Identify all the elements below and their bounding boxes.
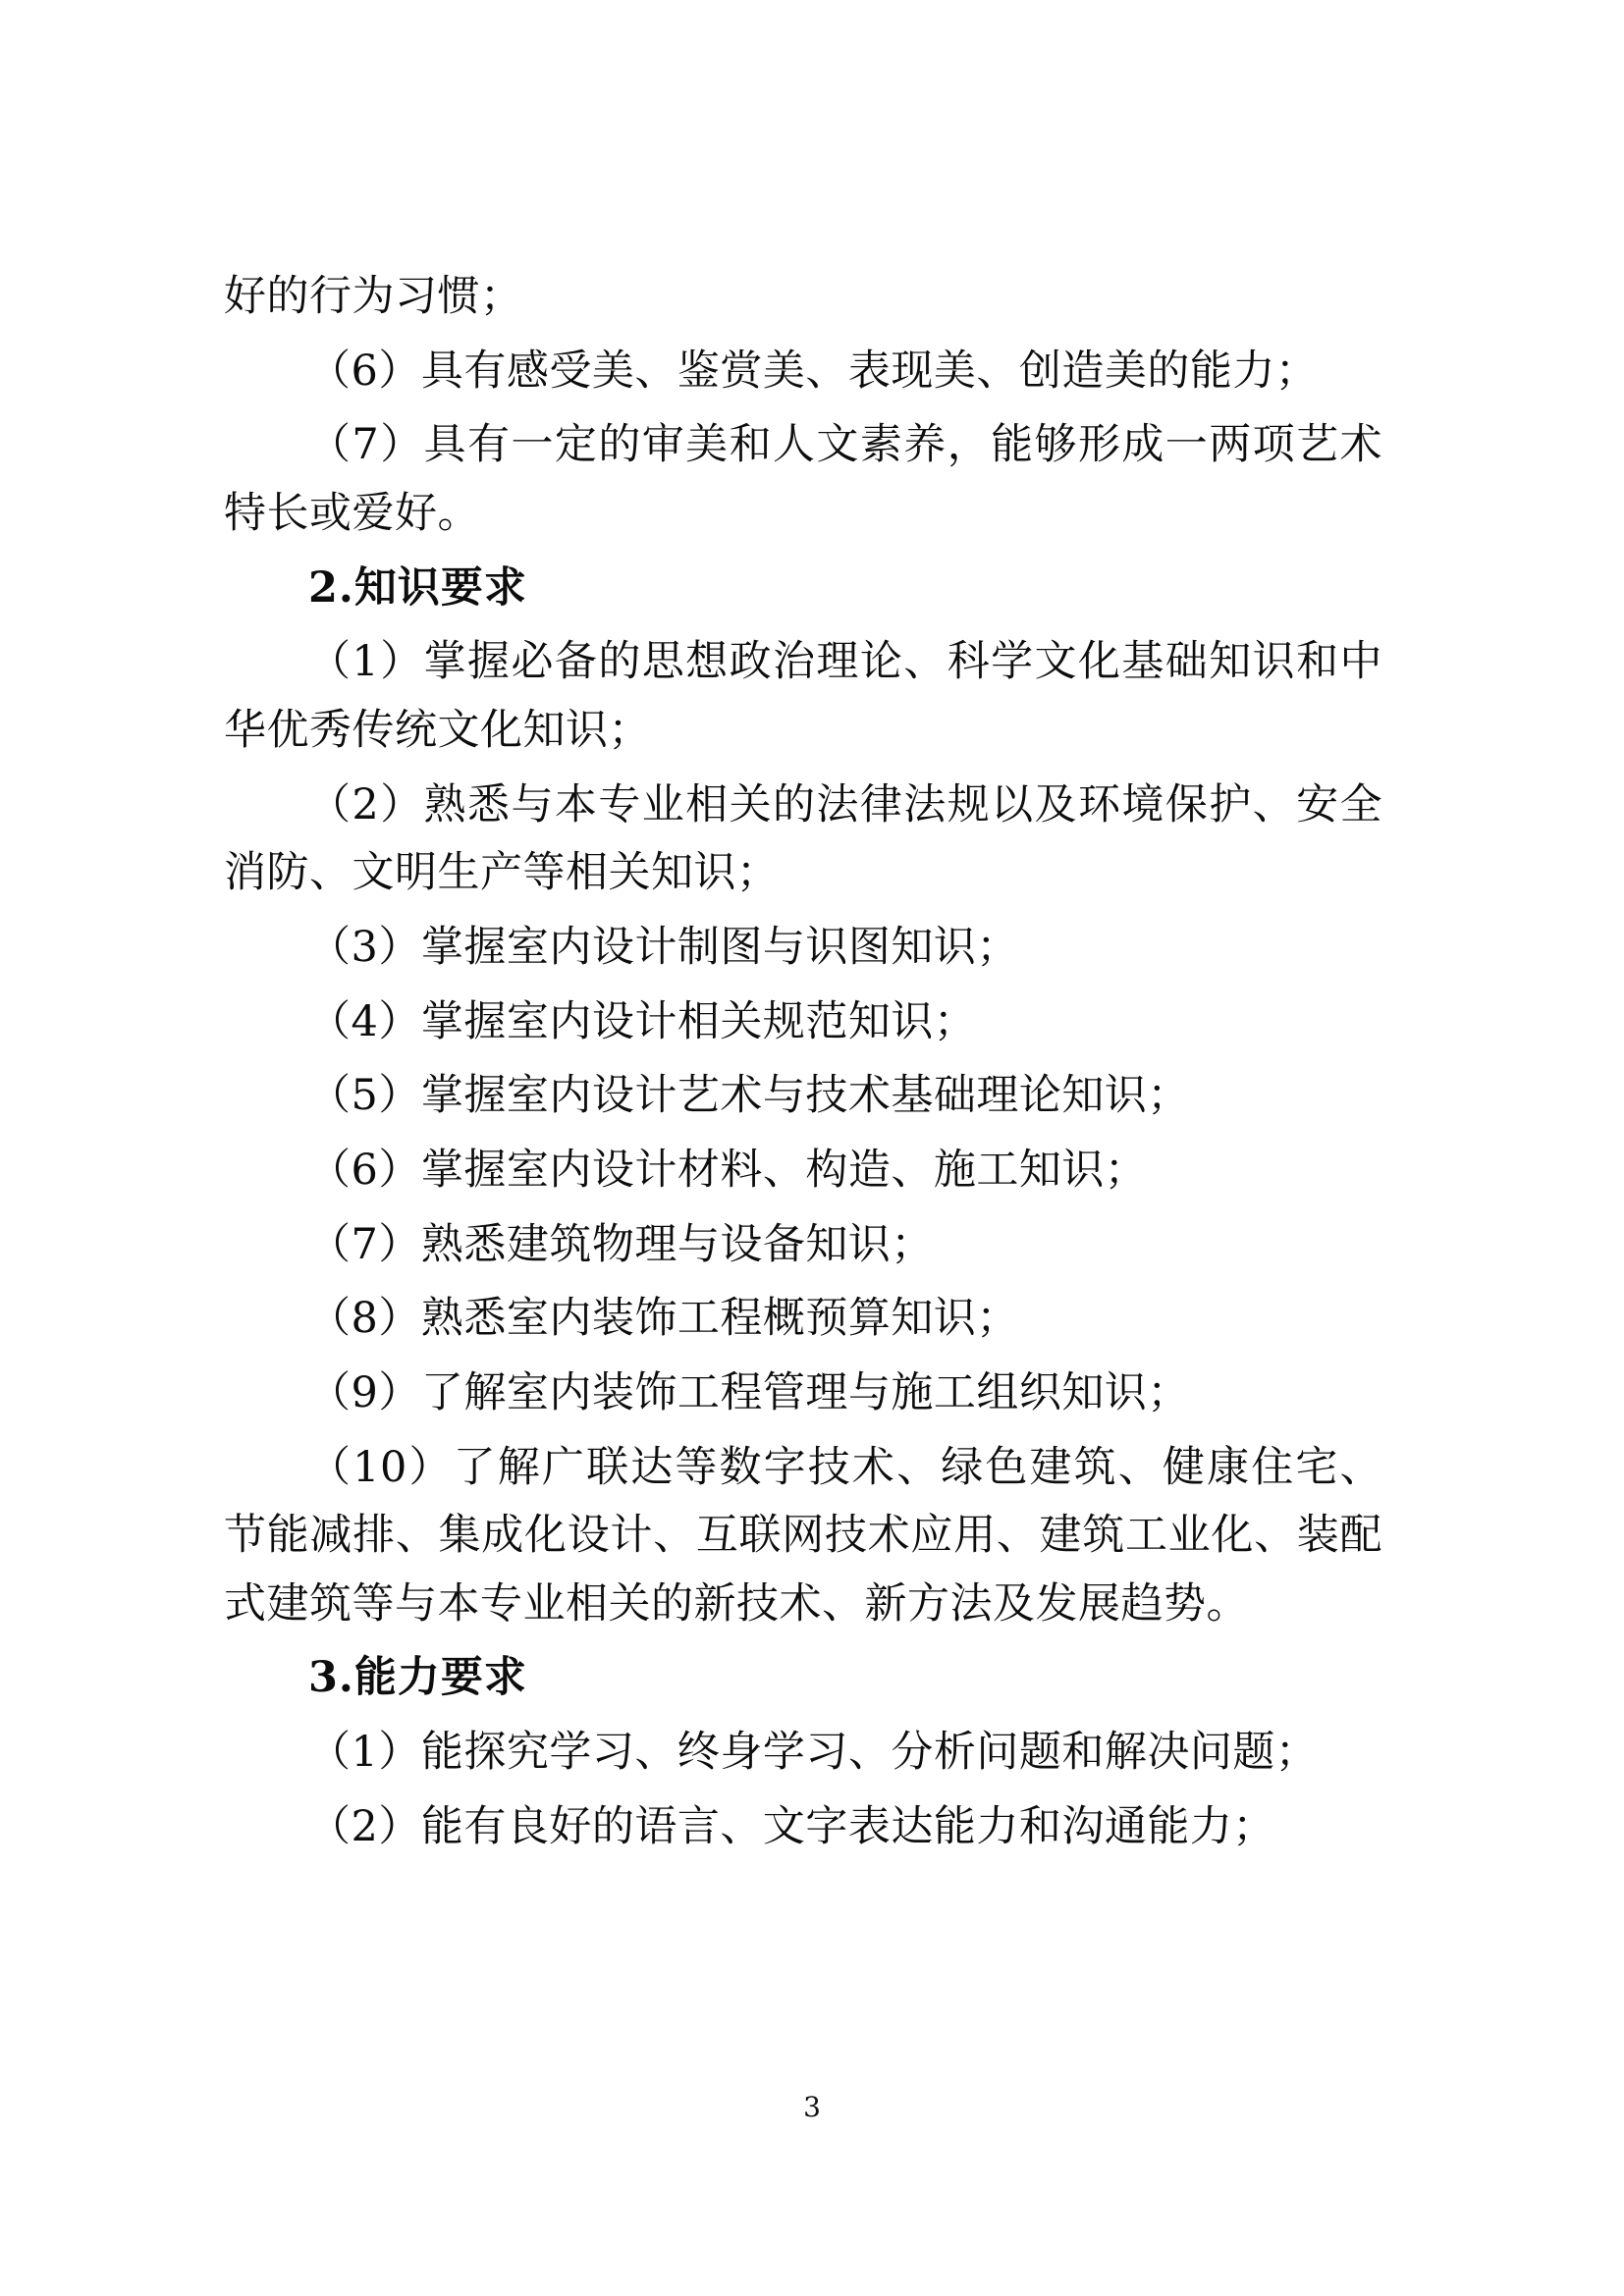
list-item: （9）了解室内装饰工程管理与施工组织知识； (308, 1367, 1190, 1417)
paragraph-continuation: 好的行为习惯； (224, 272, 523, 321)
list-item: （7）具有一定的审美和人文素养，能够形成一两项艺术特长或爱好。 (224, 420, 1382, 538)
list-item: （1）能探究学习、终身学习、分析问题和解决问题； (308, 1728, 1319, 1778)
list-item: （2）能有良好的语言、文字表达能力和沟通能力； (308, 1801, 1275, 1851)
list-item: （7）熟悉建筑物理与设备知识； (308, 1219, 934, 1269)
page-body (224, 263, 1382, 1867)
list-item: （4）掌握室内设计相关规范知识； (308, 996, 977, 1046)
list-item: （3）掌握室内设计制图与识图知识； (308, 922, 1019, 972)
list-item: （5）掌握室内设计艺术与技术基础理论知识； (308, 1071, 1190, 1121)
list-item: （6）掌握室内设计材料、构造、施工知识； (308, 1145, 1148, 1195)
section-heading-ability: 3.能力要求 (308, 1653, 527, 1703)
page-number: 3 (803, 2091, 821, 2123)
list-item: （8）熟悉室内装饰工程概预算知识； (308, 1294, 1019, 1344)
list-item: （1）掌握必备的思想政治理论、科学文化基础知识和中华优秀传统文化知识； (224, 637, 1382, 755)
section-heading-knowledge: 2.知识要求 (308, 562, 527, 613)
list-item: （6）具有感受美、鉴赏美、表现美、创造美的能力； (308, 346, 1319, 396)
list-item: （2）熟悉与本专业相关的法律法规以及环境保护、安全消防、文明生产等相关知识； (224, 779, 1382, 898)
list-item: （10）了解广联达等数字技术、绿色建筑、健康住宅、节能减排、集成化设计、互联网技术应用、建筑工业化、装配式建筑等与本专业相关的新技术、新方法及发展趋势。 (224, 1442, 1382, 1629)
